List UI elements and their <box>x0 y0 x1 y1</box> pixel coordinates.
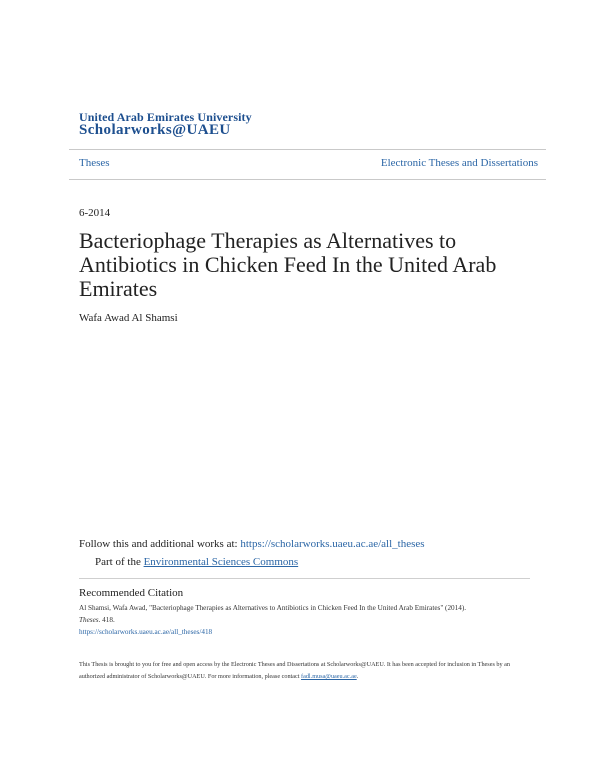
citation-block <box>79 602 529 638</box>
citation-series: Theses <box>79 616 99 624</box>
etd-link[interactable]: Electronic Theses and Dissertations <box>380 157 538 169</box>
publication-date: 6-2014 <box>79 207 111 219</box>
follow-line <box>79 538 425 550</box>
contact-email-link[interactable]: fadl.musa@uaeu.ac.ae <box>301 673 357 680</box>
header-divider-top <box>69 149 546 150</box>
citation-text: Al Shamsi, Wafa Awad, "Bacteriophage Therapies as Alternatives to Antibiotics in Chicken Feed In the United Arab Emirates" (2014). <box>79 604 467 612</box>
document-title: Bacteriophage Therapies as Alternatives to Antibiotics in Chicken Feed In the United Arab Emirates <box>79 228 497 301</box>
access-statement-end: . <box>356 673 359 680</box>
university-name: United Arab Emirates University <box>79 110 252 124</box>
environmental-sciences-commons-link[interactable]: Environmental Sciences Commons <box>143 556 299 568</box>
follow-label: Follow this and additional works at: <box>79 538 241 550</box>
citation-divider <box>79 578 530 579</box>
recommended-citation-heading: Recommended Citation <box>79 587 184 599</box>
repository-name: Scholarworks@UAEU <box>79 122 231 138</box>
citation-series-number: . 418. <box>98 616 115 624</box>
part-of-line <box>95 556 298 568</box>
access-statement <box>79 659 529 683</box>
all-theses-link[interactable]: https://scholarworks.uaeu.ac.ae/all_theses <box>240 538 425 550</box>
author-name: Wafa Awad Al Shamsi <box>79 312 178 324</box>
header-divider-bottom <box>69 179 546 180</box>
citation-url-link[interactable]: https://scholarworks.uaeu.ac.ae/all_theses/418 <box>79 628 213 636</box>
part-of-label: Part of the <box>95 556 144 568</box>
access-statement-text: This Thesis is brought to you for free and open access by the Electronic Theses and Dissertations at Scholarworks@UAEU. It has been accepted for inclusion in Theses by an authorized administrator of Scholarworks@UAEU. For more information, please contact <box>79 661 510 680</box>
theses-link[interactable]: Theses <box>79 157 110 169</box>
